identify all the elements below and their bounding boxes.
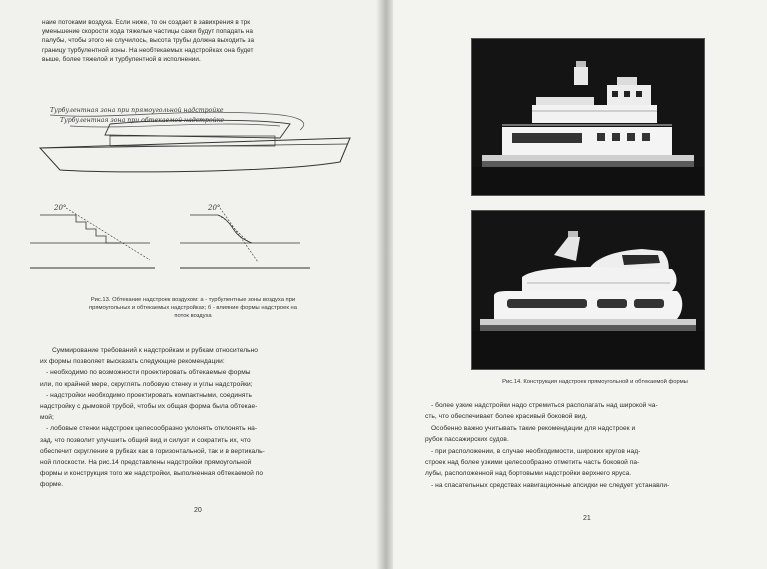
page-number-left: 20 [194,507,202,514]
text-line: - на спасательных средствах навигационные апсидки не следует устанавли- [431,481,670,489]
caption-line: прямоугольных и обтекаемых надстройках; б - влияние формы надстроек на [89,305,297,311]
text-line: - надстройки необходимо проектировать компактными, соединять [46,391,252,399]
figure-14-caption: Рис.14. Конструкция надстроек прямоугольной и обтекаемой формы [502,379,688,385]
figure-13-drawing [30,100,375,280]
text-line: обеспечит скругление в рубках как в горизонтальной, так и в вертикаль- [40,447,265,455]
caption-line: поток воздуха [174,313,212,319]
angle-label-left: 20° [54,204,67,212]
streamlined-superstructure-model [472,211,704,369]
text-line: или, по крайней мере, скруглять лобовую стенку и углы надстройки; [40,380,253,388]
text-line: Особенно важно учитывать такие рекомендации для надстроек и [431,424,636,432]
annotation-stream: Турбулентная зона при обтекаемой надстройке [60,117,225,124]
text-line: форме. [40,481,64,489]
angle-label-right: 20° [208,204,221,212]
text-line: границу турбулентной зоны. На необтекаемых надстройках она будет [42,46,254,54]
text-line: - при расположении, в случае необходимости, широких кругов над- [431,447,641,455]
body-paragraph [40,345,360,491]
text-line: строек над более узкими целесообразно отметить часть боковой па- [425,459,640,467]
text-line: ной плоскости. На рис.14 представлены надстройки прямоугольной [40,459,252,467]
text-line: палубы, чтобы этого не случилось, высота трубы должна выходить за [42,37,255,45]
text-line: - лобовые стенки надстроек целесообразно уклонять отклонять на- [46,425,258,433]
top-paragraph [42,18,362,64]
text-line: надстройку с дымовой трубой, чтобы их общая форма была обтекае- [40,403,258,411]
text-line: мой; [40,414,54,422]
caption-line: Рис.13. Обтекание надстроек воздухом: а - турбулентные зоны воздуха при [90,297,296,303]
figure-13-caption [28,296,358,320]
text-line: выше, более тяжелой и турбулентной в исполнении. [42,55,201,63]
text-line: сть, что обеспечивает более красивый боковой вид. [425,413,588,421]
rectangular-superstructure-model [472,39,704,195]
text-line: зад, что позволит улучшить общий вид и силуэт и сократить их, что [40,436,251,444]
photo-rectangular-superstructure [471,38,705,196]
figure-13 [30,100,375,280]
page-number-right: 21 [583,515,591,522]
text-line: уменьшение скорости хода тяжелые частицы сажи будут попадать на [42,28,254,36]
text-line: рубок пассажирских судов. [425,436,509,444]
text-line: Суммирование требований к надстройкам и рубкам относительно [52,347,258,354]
text-line: лубы, расположенной над бортовыми надстройки верхнего яруса. [425,470,632,478]
text-line: формы и конструкция того же надстройки, выполненная обтекаемой по [40,470,264,478]
photo-streamlined-superstructure [471,210,705,370]
left-page [0,0,381,569]
text-line: - более узкие надстройки надо стремиться располагать над широкой ча- [431,402,658,409]
text-line: наие потоками воздуха. Если ниже, то он создает в завихрения в трк [42,19,251,26]
text-line: их формы позволяет высказать следующие рекомендации: [40,358,225,366]
annotation-rect: Турбулентная зона при прямоугольной надстройке [50,107,224,114]
right-page [393,0,767,569]
text-line: - необходимо по возможности проектировать обтекаемые формы [46,369,251,377]
right-body-paragraph [425,400,755,491]
